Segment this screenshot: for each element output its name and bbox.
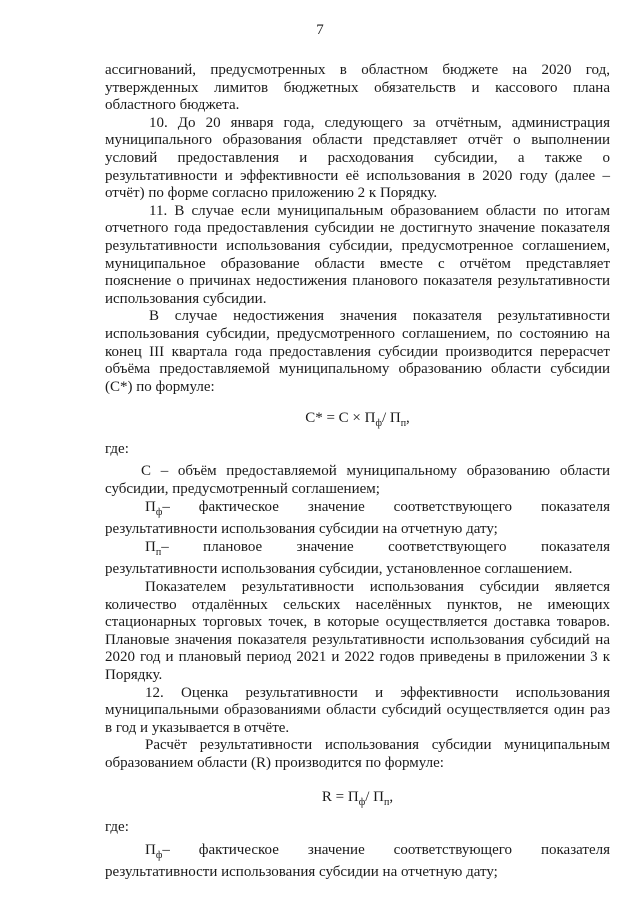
formula-1-prefix: С* = С × П [305, 410, 376, 427]
definition-pf-1-line [105, 499, 610, 522]
where-label-1: где: [105, 440, 129, 457]
paragraph-indicator: Показателем результативности использования субсидии является количество отдалённых сельских населённых пунктов, не имеющих стационарных торговых точек, в которые осуществляется доставка товаров. Плановые значения показателя результативности использования субсидий на 2020 год и плановый период 2021 и 2022 годов приведены в приложении 3 к Порядку. [105, 579, 610, 683]
definition-c: С – объём предоставляемой муниципальному образованию области субсидии, предусмотренный соглашением; [105, 463, 610, 498]
paragraph-11: 11. В случае если муниципальным образованием области по итогам отчетного года предоставления субсидии не достигнуто значение показателя результативности использования субсидии, предусмотренное соглашением, муниципальное образование области вместе с отчётом представляет пояснение о причинах недостижения планового показателя результативности использования субсидии. [105, 202, 610, 307]
pf-1-sub: ф [155, 506, 163, 518]
definition-pp-line [105, 539, 610, 562]
paragraph-12: 12. Оценка результативности и эффективности использования муниципальными образованиями области субсидий осуществляется один раз в год и указывается в отчёте. [105, 684, 610, 736]
paragraph-recalculation: В случае недостижения значения показателя результативности использования субсидии, предусмотренного соглашением, по состоянию на конец III квартала года предоставления субсидии производится перерасчет объёма предоставляемой муниципальному образованию области субсидии (С*) по формуле: [105, 308, 610, 395]
paragraph-10: 10. До 20 января года, следующего за отчётным, администрация муниципального образования области представляет отчёт о выполнении условий предоставления и расходования субсидии, а также о результативности и эффективности её использования в 2020 году (далее – отчёт) по форме согласно приложению 2 к Порядку. [105, 114, 610, 202]
paragraph-intro: ассигнований, предусмотренных в областном бюджете на 2020 год, утвержденных лимитов бюджетных обязательств и кассового плана областного бюджета. [105, 62, 610, 114]
page-number: 7 [316, 22, 324, 38]
formula-1-mid: / П [381, 410, 401, 427]
formula-1-sub-p: п [400, 418, 407, 430]
formula-2-sub-f: ф [358, 796, 366, 808]
document-body [105, 62, 610, 882]
pf-1-symbol: П [145, 498, 156, 515]
pf-2-symbol: П [145, 841, 156, 858]
definition-pf-1-cont: результативности использования субсидии на отчетную дату; [105, 521, 498, 538]
formula-2-suffix: , [389, 788, 394, 805]
formula-2-sub-p: п [383, 796, 390, 808]
definition-pf-2-cont: результативности использования субсидии на отчетную дату; [105, 864, 498, 881]
formula-recalculation [105, 410, 610, 433]
formula-1-sub-f: ф [375, 418, 382, 430]
paragraph-calculation: Расчёт результативности использования субсидии муниципальным образованием области (R) производится по формуле: [105, 737, 610, 771]
pp-symbol: П [145, 538, 156, 555]
pp-sub: п [155, 546, 162, 558]
pf-1-text: – фактическое значение соответствующего показателя [162, 498, 610, 515]
formula-effectiveness [105, 789, 610, 812]
pf-2-text: – фактическое значение соответствующего показателя [162, 841, 610, 858]
definition-pf-2-line [105, 842, 610, 865]
formula-1-suffix: , [406, 410, 410, 427]
formula-2-mid: / П [365, 788, 384, 805]
definition-pp-cont: результативности использования субсидии, установленное соглашением. [105, 561, 573, 578]
pp-text: – плановое значение соответствующего показателя [161, 538, 610, 555]
pf-2-sub: ф [155, 849, 163, 861]
where-label-2: где: [105, 819, 129, 836]
formula-2-prefix: R = П [321, 788, 359, 805]
